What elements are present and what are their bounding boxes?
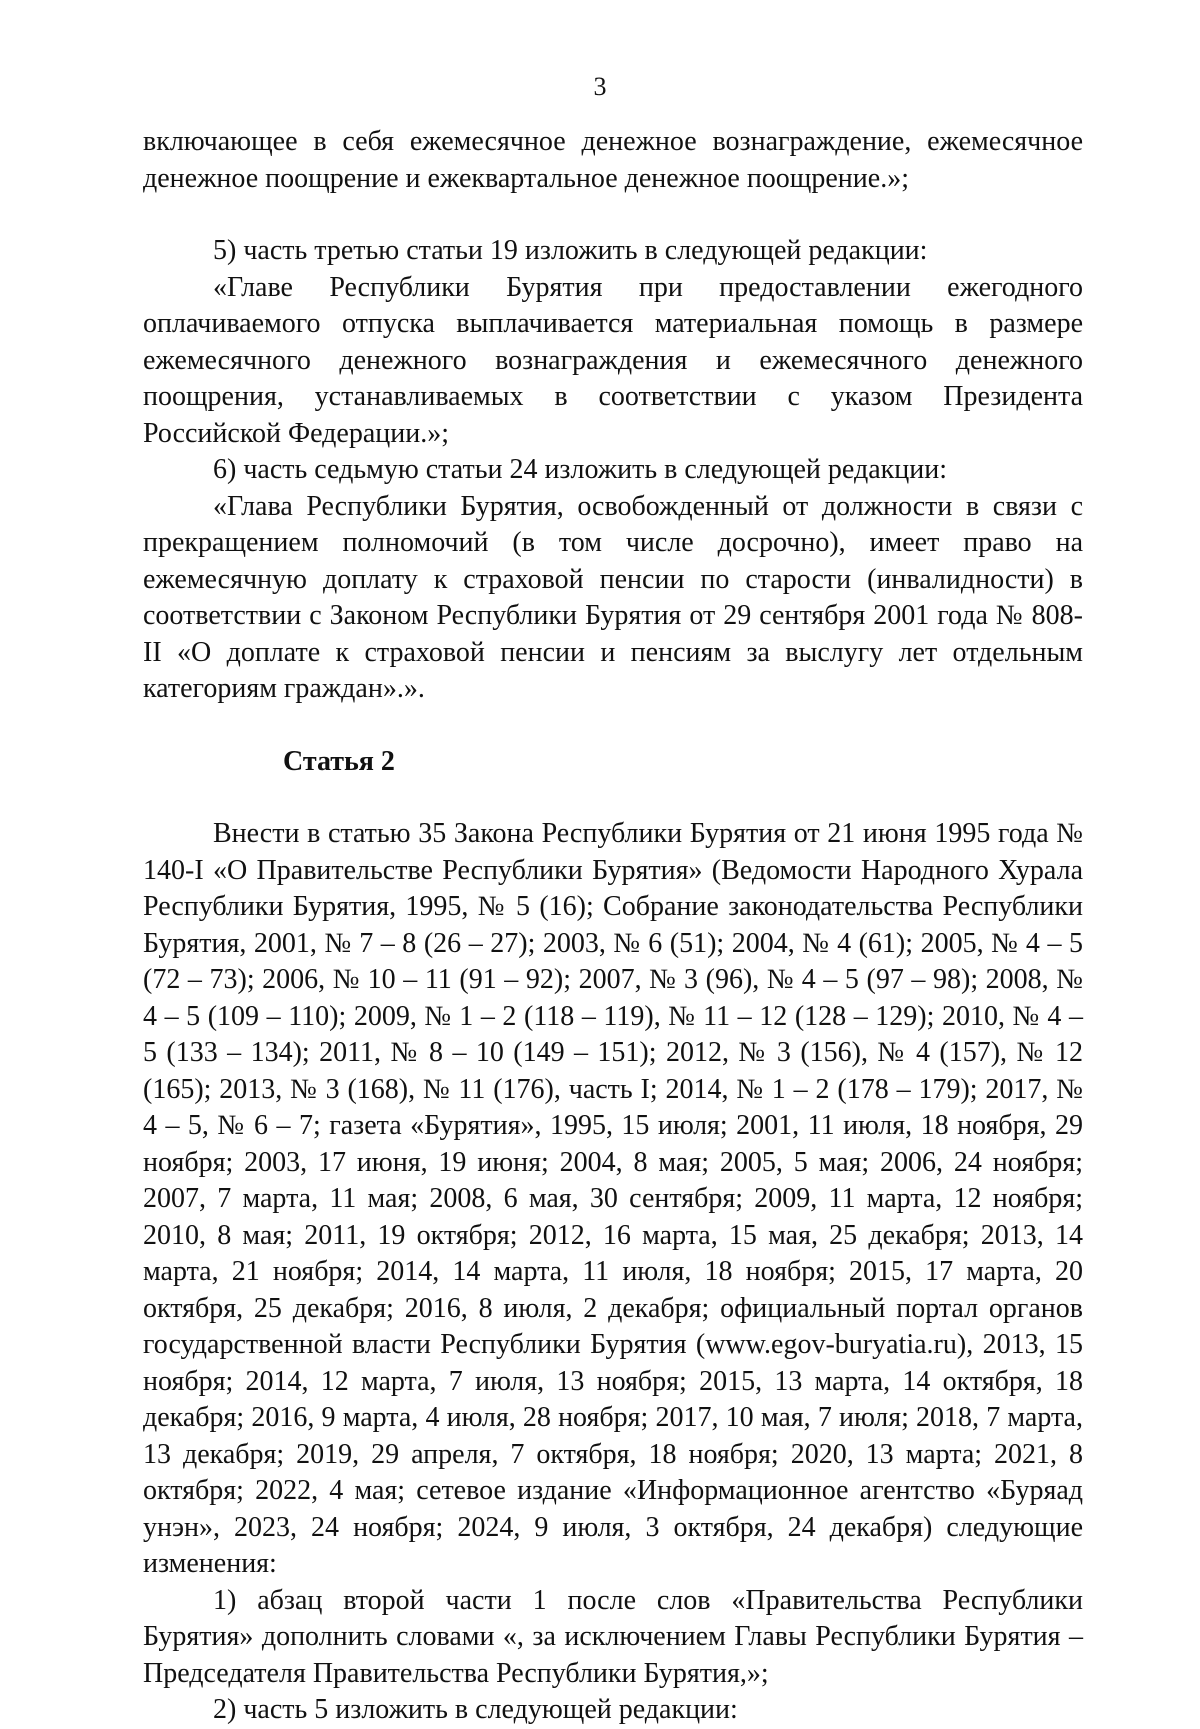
item-6-intro: 6) часть седьмую статьи 24 изложить в следующей редакции: [213,454,947,485]
article-2-item-2: 2) часть 5 изложить в следующей редакции: [213,1694,738,1725]
item-5-text: «Главе Республики Бурятия при предоставлении ежегодного оплачиваемого отпуска выплачивается материальная помощь в размере ежемесячного денежного вознаграждения и ежемесячного денежного поощрения, устанавливаемых в соответствии с указом Президента Российской Федерации.»; [143,271,1083,449]
paragraph-gap [143,197,1083,233]
paragraph-gap [143,708,1083,744]
article-2-intro: Внести в статью 35 Закона Республики Бурятия от 21 июня 1995 года № 140-I «О Правительстве Республики Бурятия» (Ведомости Народного Хурала Республики Бурятия, 1995, № 5 (16); Собрание законодательства Республики Бурятия, 2001, № 7 – 8 (26 – 27); 2003, № 6 (51); 2004, № 4 (61); 2005, № 4 – 5 (72 – 73); 2006, № 10 – 11 (91 – 92); 2007, № 3 (96), № 4 – 5 (97 – 98); 2008, № 4 – 5 (109 – 110); 2009, № 1 – 2 (118 – 119), № 11 – 12 (128 – 129); 2010, № 4 – 5 (133 – 134); 2011, № 8 – 10 (149 – 151); 2012, № 3 (156), № 4 (157), № 12 (165); 2013, № 3 (168), № 11 (176), часть I; 2014, № 1 – 2 (178 – 179); 2017, № 4 – 5, № 6 – 7; газета «Бурятия», 1995, 15 июля; 2001, 11 июля, 18 ноября, 29 ноября; 2003, 17 июня, 19 июня; 2004, 8 мая; 2005, 5 мая; 2006, 24 ноября; 2007, 7 марта, 11 мая; 2008, 6 мая, 30 сентября; 2009, 11 марта, 12 ноября; 2010, 8 мая; 2011, 19 октября; 2012, 16 марта, 15 мая, 25 декабря; 2013, 14 марта, 21 ноября; 2014, 14 марта, 11 июля, 18 ноября; 2015, 17 марта, 20 октября, 25 декабря; 2016, 8 июля, 2 декабря; официальный портал органов государственной власти Республики Бурятия (www.egov-buryatia.ru), 2013, 15 ноября; 2014, 12 марта, 7 июля, 13 ноября; 2015, 13 марта, 14 октября, 18 декабря; 2016, 9 марта, 4 июля, 28 ноября; 2017, 10 мая, 7 июля; 2018, 7 марта, 13 декабря; 2019, 29 апреля, 7 октября, 18 ноября; 2020, 13 марта; 2021, 8 октября; 2022, 4 мая; сетевое издание «Информационное агентство «Буряад унэн», 2023, 24 ноября; 2024, 9 июля, 3 октября, 24 декабря) следующие изменения: [143,818,1083,1579]
page-number: 3 [593,72,607,101]
item-6-text: «Глава Республики Бурятия, освобожденный от должности в связи с прекращением полномочий (в том числе досрочно), имеет право на ежемесячную доплату к страховой пенсии по старости (инвалидности) в соответствии с Законом Республики Бурятия от 29 сентября 2001 года № 808-II «О доплате к страховой пенсии и пенсиям за выслугу лет отдельным категориям граждан».». [143,490,1083,704]
article-2-heading: Статья 2 [283,745,395,777]
article-2-item-1: 1) абзац второй части 1 после слов «Правительства Республики Бурятия» дополнить словами «, за исключением Главы Республики Бурятия – Председателя Правительства Республики Бурятия,»; [143,1584,1083,1689]
item-5-intro: 5) часть третью статьи 19 изложить в следующей редакции: [213,235,928,266]
paragraph-gap [143,780,1083,816]
document-body [143,124,1083,1729]
continuation-paragraph: включающее в себя ежемесячное денежное вознаграждение, ежемесячное денежное поощрение и ежеквартальное денежное поощрение.»; [143,126,1083,194]
